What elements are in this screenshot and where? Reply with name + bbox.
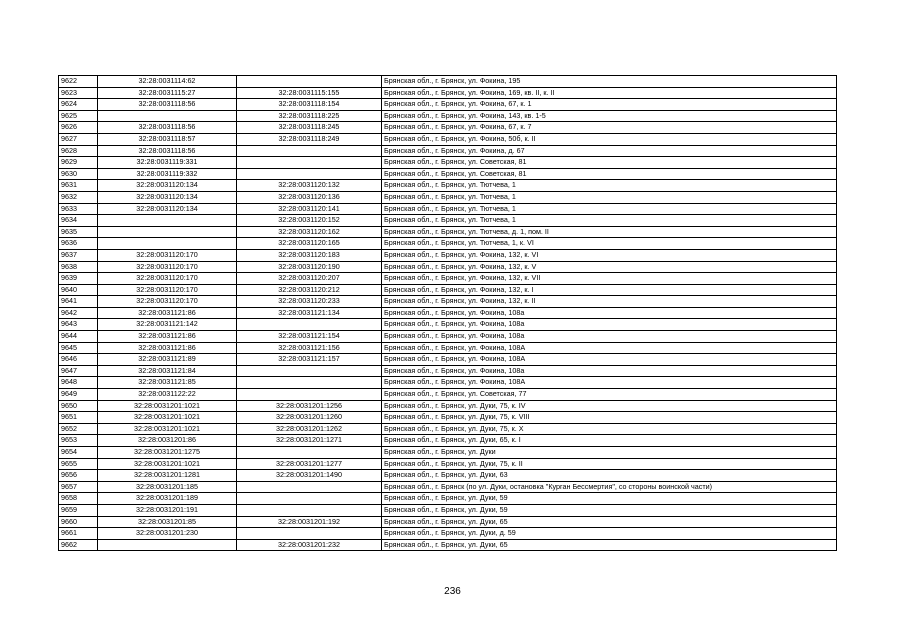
cadastral-number-cell: 32:28:0031121:86 [98,307,237,319]
sub-object-number-cell [237,481,382,493]
cadastral-number-cell [98,226,237,238]
address-cell: Брянская обл., г. Брянск, ул. Фокина, 108А [382,377,837,389]
sub-object-number-cell: 32:28:0031120:183 [237,249,382,261]
address-cell: Брянская обл., г. Брянск, ул. Фокина, 108а [382,319,837,331]
page-number: 236 [444,586,461,597]
table-row [59,377,837,389]
sub-object-number-cell [237,168,382,180]
table-row [59,470,837,482]
cadastral-number-cell: 32:28:0031119:331 [98,157,237,169]
record-number-cell: 9625 [59,110,98,122]
sub-object-number-cell: 32:28:0031120:162 [237,226,382,238]
sub-object-number-cell [237,365,382,377]
record-number-cell: 9633 [59,203,98,215]
record-number-cell: 9639 [59,273,98,285]
record-number-cell: 9642 [59,307,98,319]
record-number-cell: 9655 [59,458,98,470]
record-number-cell: 9647 [59,365,98,377]
address-cell: Брянская обл., г. Брянск, ул. Дуки, 59 [382,493,837,505]
sub-object-number-cell: 32:28:0031118:154 [237,99,382,111]
record-number-cell: 9632 [59,191,98,203]
record-number-cell: 9628 [59,145,98,157]
address-cell: Брянская обл., г. Брянск, ул. Фокина, 108а [382,331,837,343]
cadastral-number-cell: 32:28:0031120:170 [98,296,237,308]
record-number-cell: 9658 [59,493,98,505]
address-cell: Брянская обл., г. Брянск, ул. Советская, 81 [382,157,837,169]
sub-object-number-cell: 32:28:0031118:249 [237,133,382,145]
cadastral-number-cell: 32:28:0031121:86 [98,331,237,343]
sub-object-number-cell: 32:28:0031120:132 [237,180,382,192]
table-row [59,168,837,180]
sub-object-number-cell: 32:28:0031120:165 [237,238,382,250]
sub-object-number-cell: 32:28:0031121:157 [237,354,382,366]
table-row [59,110,837,122]
address-cell: Брянская обл., г. Брянск, ул. Фокина, 195 [382,76,837,88]
cadastral-number-cell: 32:28:0031121:85 [98,377,237,389]
address-cell: Брянская обл., г. Брянск, ул. Дуки, 75, к. VIII [382,412,837,424]
table-row [59,400,837,412]
record-number-cell: 9623 [59,87,98,99]
cadastral-number-cell: 32:28:0031120:170 [98,261,237,273]
record-number-cell: 9637 [59,249,98,261]
record-number-cell: 9652 [59,423,98,435]
address-cell: Брянская обл., г. Брянск, ул. Тютчева, 1 [382,203,837,215]
record-number-cell: 9635 [59,226,98,238]
address-cell: Брянская обл., г. Брянск, ул. Дуки, 75, к. II [382,458,837,470]
sub-object-number-cell [237,493,382,505]
cadastral-number-cell: 32:28:0031115:27 [98,87,237,99]
sub-object-number-cell [237,528,382,540]
cadastral-number-cell: 32:28:0031119:332 [98,168,237,180]
table-row [59,180,837,192]
record-number-cell: 9653 [59,435,98,447]
cadastral-number-cell: 32:28:0031121:142 [98,319,237,331]
record-number-cell: 9662 [59,539,98,551]
cadastral-number-cell: 32:28:0031201:85 [98,516,237,528]
address-cell: Брянская обл., г. Брянск, ул. Советская, 77 [382,389,837,401]
address-cell: Брянская обл., г. Брянск, ул. Советская, 81 [382,168,837,180]
cadastral-number-cell: 32:28:0031201:1021 [98,412,237,424]
cadastral-number-cell: 32:28:0031120:134 [98,203,237,215]
sub-object-number-cell: 32:28:0031201:192 [237,516,382,528]
record-number-cell: 9646 [59,354,98,366]
address-cell: Брянская обл., г. Брянск, ул. Фокина, 132, к. VII [382,273,837,285]
table-row [59,481,837,493]
record-number-cell: 9626 [59,122,98,134]
record-number-cell: 9659 [59,504,98,516]
table-row [59,87,837,99]
record-number-cell: 9657 [59,481,98,493]
record-number-cell: 9629 [59,157,98,169]
table-row [59,76,837,88]
table-row [59,493,837,505]
table-row [59,249,837,261]
sub-object-number-cell: 32:28:0031120:233 [237,296,382,308]
table-row [59,435,837,447]
address-cell: Брянская обл., г. Брянск, ул. Дуки, 65, к. I [382,435,837,447]
cadastral-number-cell: 32:28:0031118:56 [98,122,237,134]
address-cell: Брянская обл., г. Брянск, ул. Дуки, 75, к. IV [382,400,837,412]
sub-object-number-cell: 32:28:0031120:141 [237,203,382,215]
record-number-cell: 9654 [59,447,98,459]
record-number-cell: 9627 [59,133,98,145]
registry-table [58,75,837,551]
table-row [59,307,837,319]
address-cell: Брянская обл., г. Брянск, ул. Фокина, 67, к. 1 [382,99,837,111]
address-cell: Брянская обл., г. Брянск, ул. Дуки [382,447,837,459]
sub-object-number-cell: 32:28:0031201:1260 [237,412,382,424]
record-number-cell: 9636 [59,238,98,250]
record-number-cell: 9643 [59,319,98,331]
address-cell: Брянская обл., г. Брянск, ул. Фокина, д. 67 [382,145,837,157]
table-row [59,331,837,343]
cadastral-number-cell: 32:28:0031120:170 [98,284,237,296]
cadastral-number-cell: 32:28:0031201:191 [98,504,237,516]
record-number-cell: 9661 [59,528,98,540]
table-row [59,157,837,169]
table-row [59,296,837,308]
sub-object-number-cell: 32:28:0031120:152 [237,215,382,227]
table-row [59,319,837,331]
record-number-cell: 9656 [59,470,98,482]
sub-object-number-cell [237,157,382,169]
table-row [59,145,837,157]
record-number-cell: 9631 [59,180,98,192]
cadastral-number-cell [98,238,237,250]
address-cell: Брянская обл., г. Брянск, ул. Дуки, 63 [382,470,837,482]
address-cell: Брянская обл., г. Брянск, ул. Фокина, 169, кв. II, к. II [382,87,837,99]
record-number-cell: 9660 [59,516,98,528]
sub-object-number-cell: 32:28:0031120:212 [237,284,382,296]
address-cell: Брянская обл., г. Брянск, ул. Тютчева, 1 [382,215,837,227]
sub-object-number-cell: 32:28:0031201:1277 [237,458,382,470]
cadastral-number-cell [98,215,237,227]
table-row [59,203,837,215]
sub-object-number-cell: 32:28:0031201:232 [237,539,382,551]
address-cell: Брянская обл., г. Брянск, ул. Фокина, 132, к. II [382,296,837,308]
table-row [59,226,837,238]
cadastral-number-cell: 32:28:0031120:134 [98,180,237,192]
cadastral-number-cell: 32:28:0031201:1281 [98,470,237,482]
table-row [59,261,837,273]
address-cell: Брянская обл., г. Брянск (по ул. Дуки, остановка "Курган Бессмертия", со стороны воинской части) [382,481,837,493]
record-number-cell: 9640 [59,284,98,296]
cadastral-number-cell: 32:28:0031122:22 [98,389,237,401]
table-row [59,342,837,354]
table-row [59,528,837,540]
table-row [59,122,837,134]
address-cell: Брянская обл., г. Брянск, ул. Фокина, 108а [382,365,837,377]
cadastral-number-cell: 32:28:0031121:89 [98,354,237,366]
table-row [59,539,837,551]
sub-object-number-cell: 32:28:0031201:1490 [237,470,382,482]
table-row [59,191,837,203]
cadastral-number-cell: 32:28:0031201:1275 [98,447,237,459]
table-row [59,133,837,145]
address-cell: Брянская обл., г. Брянск, ул. Фокина, 132, к. I [382,284,837,296]
sub-object-number-cell [237,447,382,459]
address-cell: Брянская обл., г. Брянск, ул. Дуки, 65 [382,539,837,551]
record-number-cell: 9641 [59,296,98,308]
table-row [59,389,837,401]
record-number-cell: 9650 [59,400,98,412]
address-cell: Брянская обл., г. Брянск, ул. Тютчева, 1, к. VI [382,238,837,250]
table-row [59,516,837,528]
registry-table-body [59,76,837,551]
record-number-cell: 9634 [59,215,98,227]
cadastral-number-cell: 32:28:0031121:84 [98,365,237,377]
table-row [59,273,837,285]
record-number-cell: 9649 [59,389,98,401]
address-cell: Брянская обл., г. Брянск, ул. Дуки, 65 [382,516,837,528]
address-cell: Брянская обл., г. Брянск, ул. Фокина, 132, к. V [382,261,837,273]
address-cell: Брянская обл., г. Брянск, ул. Дуки, д. 59 [382,528,837,540]
cadastral-number-cell: 32:28:0031121:86 [98,342,237,354]
table-row [59,365,837,377]
cadastral-number-cell: 32:28:0031118:56 [98,145,237,157]
cadastral-number-cell: 32:28:0031120:134 [98,191,237,203]
cadastral-number-cell: 32:28:0031118:56 [98,99,237,111]
cadastral-number-cell: 32:28:0031201:189 [98,493,237,505]
record-number-cell: 9645 [59,342,98,354]
table-row [59,504,837,516]
table-row [59,412,837,424]
table-row [59,284,837,296]
sub-object-number-cell: 32:28:0031201:1271 [237,435,382,447]
table-row [59,354,837,366]
sub-object-number-cell: 32:28:0031115:155 [237,87,382,99]
record-number-cell: 9622 [59,76,98,88]
record-number-cell: 9630 [59,168,98,180]
address-cell: Брянская обл., г. Брянск, ул. Дуки, 59 [382,504,837,516]
address-cell: Брянская обл., г. Брянск, ул. Фокина, 67, к. 7 [382,122,837,134]
cadastral-number-cell [98,539,237,551]
record-number-cell: 9638 [59,261,98,273]
address-cell: Брянская обл., г. Брянск, ул. Фокина, 108а [382,307,837,319]
cadastral-number-cell: 32:28:0031118:57 [98,133,237,145]
cadastral-number-cell [98,110,237,122]
cadastral-number-cell: 32:28:0031114:62 [98,76,237,88]
cadastral-number-cell: 32:28:0031201:230 [98,528,237,540]
sub-object-number-cell: 32:28:0031120:136 [237,191,382,203]
sub-object-number-cell [237,504,382,516]
cadastral-number-cell: 32:28:0031201:1021 [98,458,237,470]
record-number-cell: 9648 [59,377,98,389]
sub-object-number-cell [237,389,382,401]
sub-object-number-cell: 32:28:0031121:156 [237,342,382,354]
record-number-cell: 9624 [59,99,98,111]
sub-object-number-cell [237,145,382,157]
cadastral-number-cell: 32:28:0031120:170 [98,249,237,261]
sub-object-number-cell: 32:28:0031120:190 [237,261,382,273]
address-cell: Брянская обл., г. Брянск, ул. Тютчева, 1 [382,180,837,192]
sub-object-number-cell: 32:28:0031201:1256 [237,400,382,412]
address-cell: Брянская обл., г. Брянск, ул. Фокина, 50б, к. II [382,133,837,145]
table-row [59,238,837,250]
sub-object-number-cell [237,319,382,331]
table-row [59,458,837,470]
sub-object-number-cell: 32:28:0031120:207 [237,273,382,285]
table-row [59,447,837,459]
sub-object-number-cell: 32:28:0031121:154 [237,331,382,343]
sub-object-number-cell: 32:28:0031121:134 [237,307,382,319]
address-cell: Брянская обл., г. Брянск, ул. Дуки, 75, к. Х [382,423,837,435]
cadastral-number-cell: 32:28:0031201:86 [98,435,237,447]
address-cell: Брянская обл., г. Брянск, ул. Тютчева, д. 1, пом. II [382,226,837,238]
address-cell: Брянская обл., г. Брянск, ул. Тютчева, 1 [382,191,837,203]
sub-object-number-cell [237,377,382,389]
sub-object-number-cell [237,76,382,88]
table-row [59,215,837,227]
sub-object-number-cell: 32:28:0031118:225 [237,110,382,122]
cadastral-number-cell: 32:28:0031201:1021 [98,400,237,412]
address-cell: Брянская обл., г. Брянск, ул. Фокина, 108А [382,342,837,354]
cadastral-number-cell: 32:28:0031201:1021 [98,423,237,435]
sub-object-number-cell: 32:28:0031201:1262 [237,423,382,435]
record-number-cell: 9651 [59,412,98,424]
table-row [59,423,837,435]
address-cell: Брянская обл., г. Брянск, ул. Фокина, 143, кв. 1-5 [382,110,837,122]
table-row [59,99,837,111]
address-cell: Брянская обл., г. Брянск, ул. Фокина, 108А [382,354,837,366]
cadastral-number-cell: 32:28:0031201:185 [98,481,237,493]
cadastral-number-cell: 32:28:0031120:170 [98,273,237,285]
record-number-cell: 9644 [59,331,98,343]
address-cell: Брянская обл., г. Брянск, ул. Фокина, 132, к. VI [382,249,837,261]
sub-object-number-cell: 32:28:0031118:245 [237,122,382,134]
